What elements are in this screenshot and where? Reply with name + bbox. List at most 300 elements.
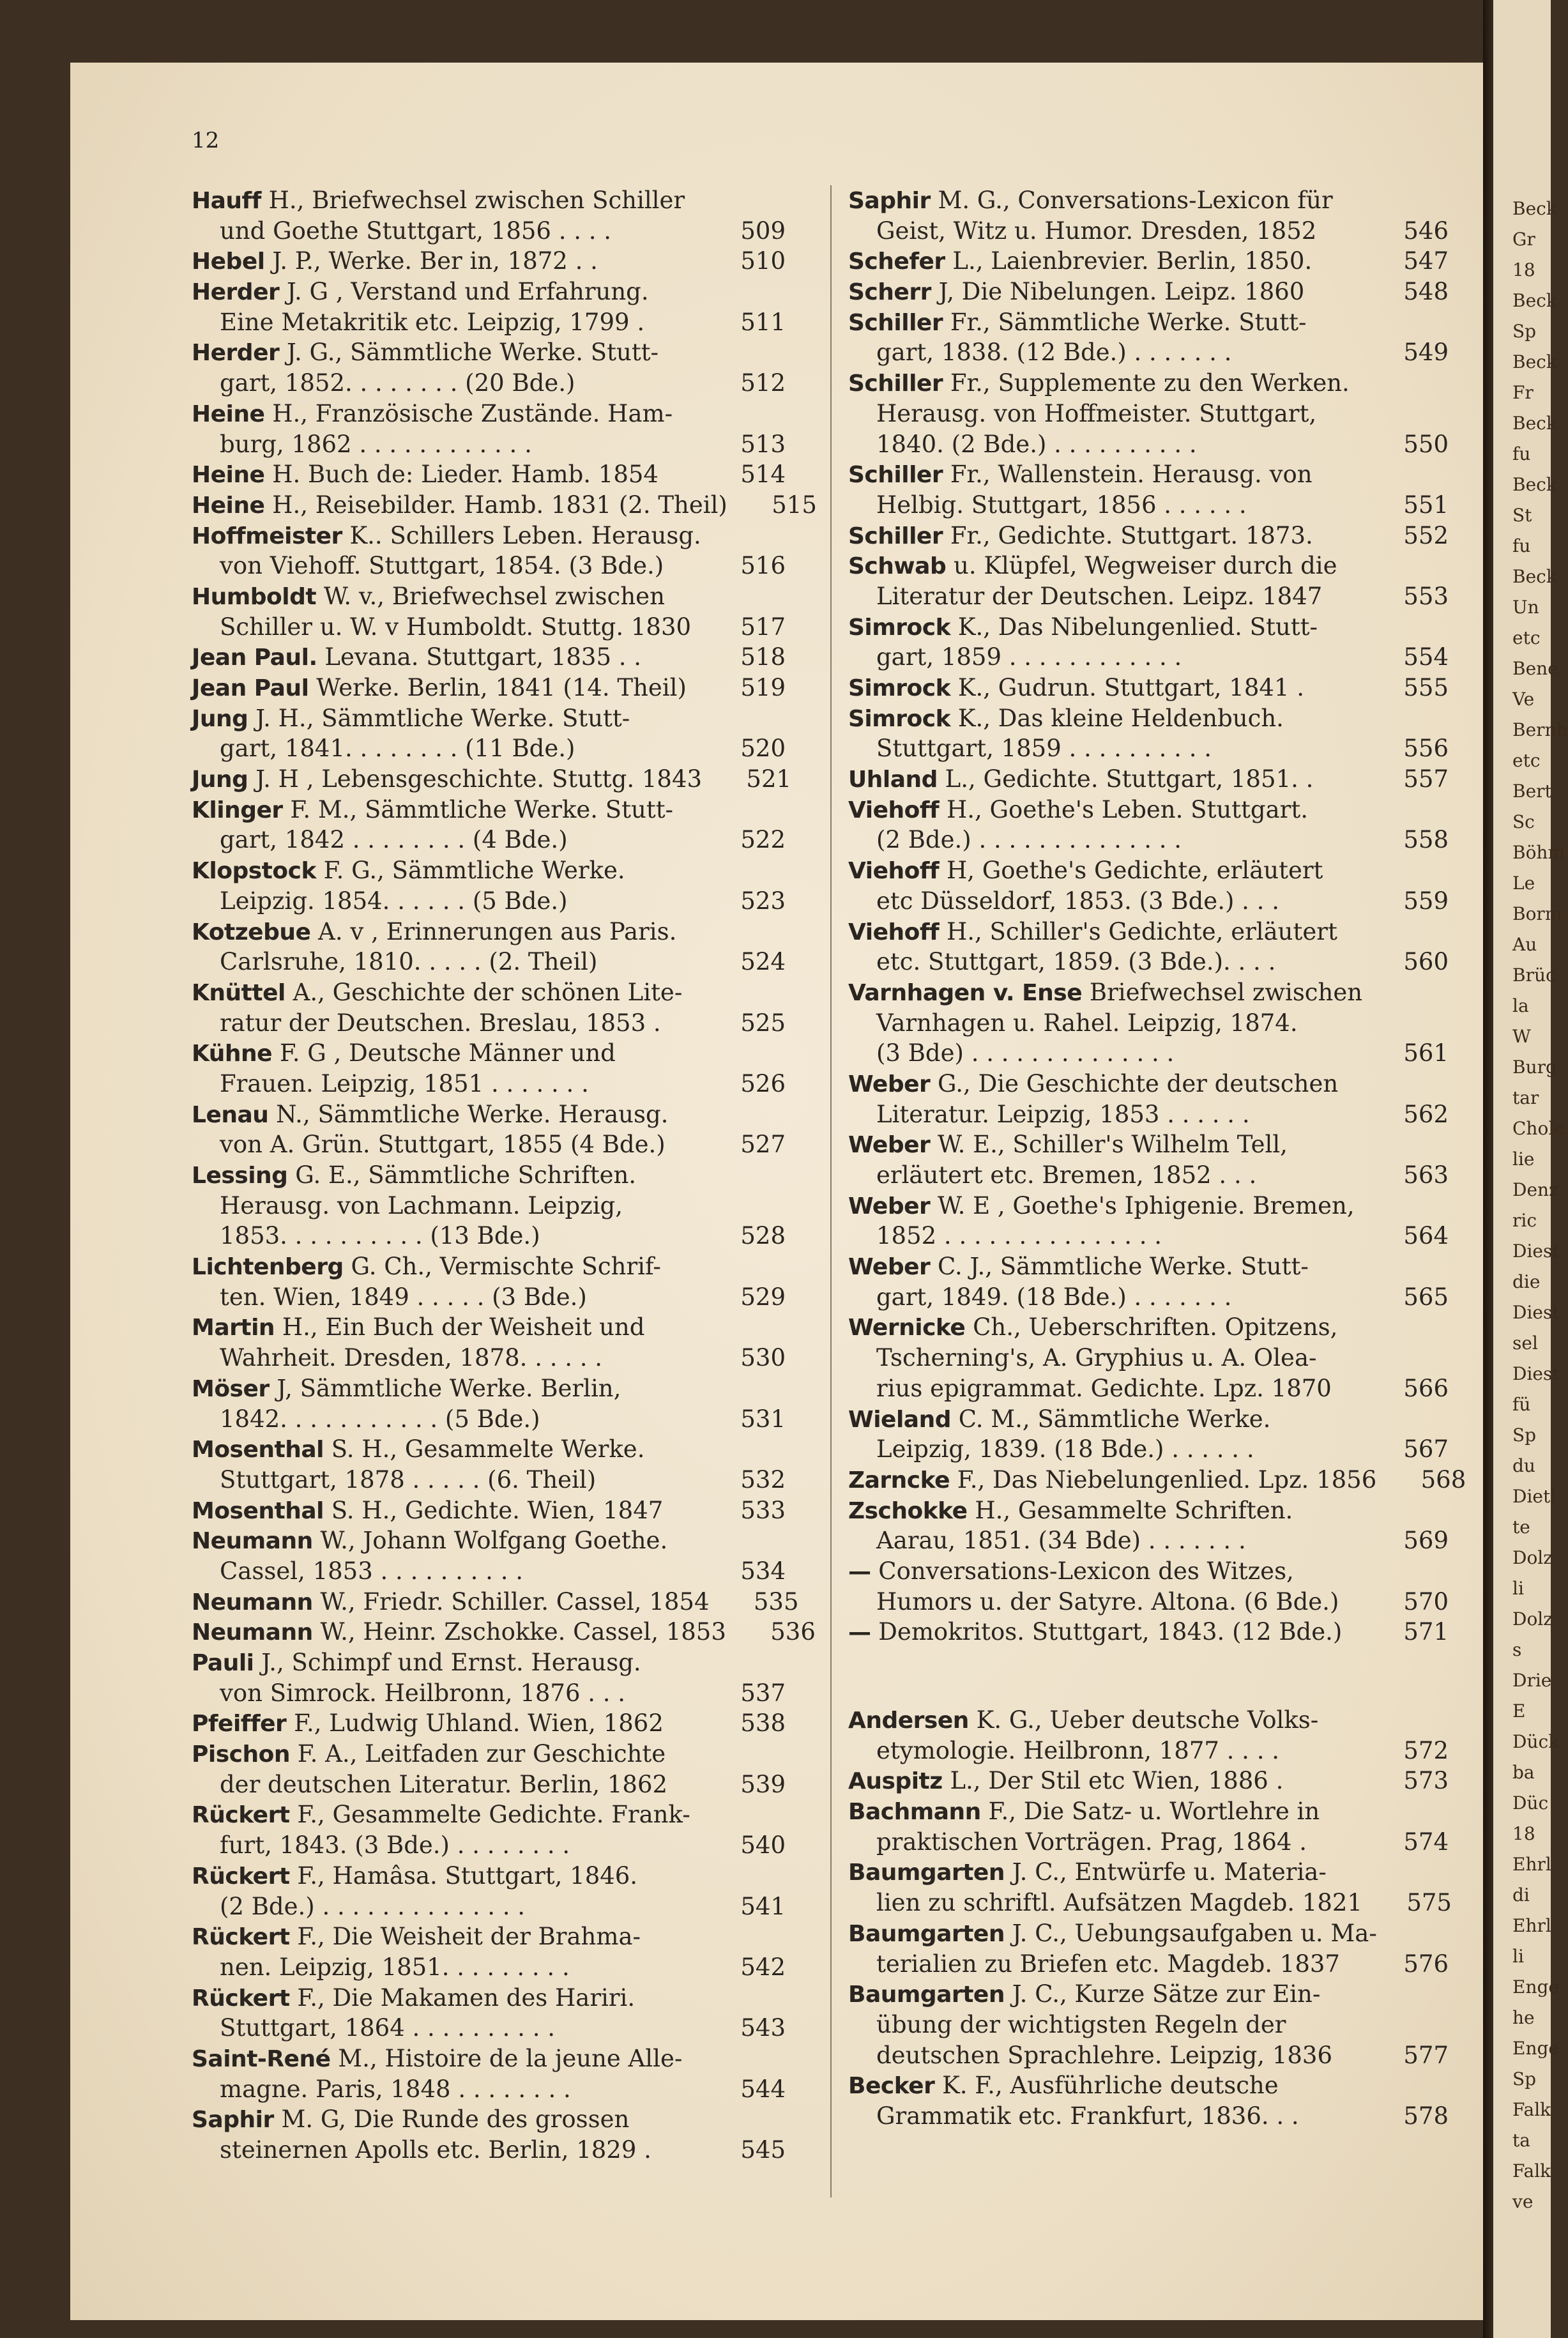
entry-text: J. C., Kurze Sätze zur Ein- [1012,1980,1321,2008]
catalog-entry [848,1069,1449,1129]
edge-fragment: W [1512,1026,1531,1047]
catalog-entry [192,1251,786,1312]
catalog-entry [192,2044,786,2104]
entry-number: 520 [740,735,786,763]
entry-author: Wernicke [848,1315,966,1341]
entry-text: Literatur. Leipzig, 1853 . . . . . . [876,1100,1250,1128]
entry-text: Literatur der Deutschen. Leipz. 1847 [876,582,1323,610]
entry-continuation-line [192,733,786,764]
entry-continuation-line [192,1465,786,1495]
entry-continuation-line [192,612,786,643]
entry-first-line [848,855,1449,886]
entry-author: Becker [848,2073,935,2100]
entry-text: gart, 1842 . . . . . . . . (4 Bde.) [220,826,568,854]
entry-first-line [848,612,1449,643]
entry-text: von Simrock. Heilbronn, 1876 . . . [220,1679,626,1707]
edge-fragment: Drie [1512,1670,1552,1691]
entry-author: Schiller [848,523,943,549]
entry-author: Baumgarten [848,1860,1005,1886]
catalog-entry [192,1373,786,1434]
entry-first-line [192,977,786,1008]
entry-number: 524 [740,948,786,976]
entry-continuation-line [848,1008,1449,1039]
entry-continuation-line [848,1038,1449,1069]
entry-number: 573 [1403,1767,1449,1795]
entry-number: 562 [1403,1100,1449,1128]
entry-text: S. H., Gesammelte Werke. [331,1435,645,1463]
edge-fragment: Un [1512,597,1539,618]
catalog-entry [192,1434,786,1495]
entry-number: 528 [740,1222,786,1250]
entry-continuation-line [192,1069,786,1099]
entry-number: 532 [740,1465,786,1494]
entry-continuation-line [848,337,1449,368]
entry-text: Cassel, 1853 . . . . . . . . . . [220,1557,523,1585]
entry-author: Heine [192,401,265,427]
entry-first-line [192,1038,786,1069]
entry-first-line [848,1191,1449,1221]
entry-author: Möser [192,1375,270,1402]
entry-text: Leipzig. 1854. . . . . . (5 Bde.) [220,887,568,915]
entry-author: Schiller [848,371,943,397]
entry-continuation-line [848,2040,1449,2071]
entry-text: Ch., Ueberschriften. Opitzens, [973,1313,1338,1341]
entry-author: Herder [192,279,280,306]
entry-number: 523 [740,887,786,915]
edge-fragment: Beck [1512,413,1557,434]
entry-continuation-line [192,216,786,247]
entry-author: Neumann [192,1528,313,1555]
entry-continuation-line [848,947,1449,977]
entry-number: 543 [740,2014,786,2042]
entry-author: Hebel [192,248,265,275]
entry-text: etc. Stuttgart, 1859. (3 Bde.). . . . [876,948,1276,976]
entry-author: — [848,1619,871,1646]
entry-text: N., Sämmtliche Werke. Herausg. [276,1100,669,1128]
entry-continuation-line [192,2135,786,2166]
catalog-entry [192,1799,786,1860]
entry-author: Schwab [848,553,947,580]
entry-number: 570 [1403,1587,1449,1616]
entry-text: K., Das kleine Heldenbuch. [957,704,1284,732]
catalog-entry [848,551,1449,611]
entry-text: übung der wichtigsten Regeln der [876,2010,1286,2038]
entry-continuation-line [848,216,1449,247]
entry-text: Schiller u. W. v Humboldt. Stuttg. 1830 [220,613,692,641]
entry-first-line [848,1404,1449,1435]
edge-fragment: lie [1512,1149,1535,1170]
entry-number: 544 [740,2075,786,2103]
entry-text: Grammatik etc. Frankfurt, 1836. . . [876,2102,1299,2130]
entry-number: 510 [740,247,786,275]
entry-first-line [192,1799,786,1830]
edge-fragment: etc [1512,627,1541,648]
entry-author: Schiller [848,309,943,336]
entry-author: Lessing [192,1163,288,1189]
entry-number: 554 [1403,643,1449,671]
entry-author: Saint-René [192,2045,331,2072]
entry-text: F., Gesammelte Gedichte. Frank- [297,1801,690,1829]
catalog-entry [192,490,817,521]
entry-continuation-line [192,1008,786,1039]
entry-continuation-line [848,642,1449,673]
edge-fragment: Sp [1512,321,1537,342]
entry-author: Weber [848,1132,931,1159]
entry-number: 571 [1403,1618,1449,1646]
entry-text: L., Der Stil etc Wien, 1886 . [950,1767,1284,1795]
entry-text: L., Gedichte. Stuttgart, 1851. . [945,765,1314,793]
entry-continuation-line [848,1221,1449,1251]
catalog-entry [192,1038,786,1099]
entry-author: Heine [192,492,265,519]
entry-text: gart, 1849. (18 Bde.) . . . . . . . [876,1283,1232,1311]
entry-text: H., Goethe's Leben. Stuttgart. [946,795,1308,823]
entry-first-line [192,246,786,277]
catalog-entry [848,1766,1449,1796]
catalog-entry [192,703,786,764]
entry-text: Herausg. von Lachmann. Leipzig, [220,1191,623,1219]
catalog-entry [848,521,1449,551]
entry-number: 556 [1403,735,1449,763]
entry-text: F., Ludwig Uhland. Wien, 1862 [294,1709,664,1738]
edge-fragment: Dolz [1512,1547,1553,1568]
catalog-entry [192,1922,786,1982]
entry-number: 537 [740,1679,786,1707]
entry-first-line [192,855,786,886]
edge-fragment: Düc [1512,1792,1549,1814]
catalog-entry [192,977,786,1038]
entry-author: Weber [848,1071,931,1097]
catalog-entry [192,642,786,673]
catalog-entry [848,612,1449,673]
entry-text: Geist, Witz u. Humor. Dresden, 1852 [876,217,1317,245]
entry-first-line [848,1766,1449,1796]
entry-first-line [192,581,786,612]
edge-fragment: Falk [1512,2099,1551,2120]
edge-fragment: Denz [1512,1179,1558,1200]
entry-text: G. E., Sämmtliche Schriften. [295,1161,637,1189]
catalog-entry [848,703,1449,764]
entry-author: Jean Paul. [192,645,317,671]
catalog-entry [848,977,1449,1069]
entry-first-line [848,1495,1449,1526]
edge-fragment: St [1512,505,1532,526]
entry-text: J, Sämmtliche Werke. Berlin, [277,1374,621,1402]
edge-fragment: Beck [1512,198,1557,219]
entry-continuation-line [848,1525,1449,1556]
entry-text: F., Die Weisheit der Brahma- [297,1923,641,1951]
entry-author: Zarncke [848,1467,950,1494]
catalog-entry [848,1796,1449,1857]
entry-text: H., Ein Buch der Weisheit und [282,1313,645,1341]
entry-number: 530 [740,1344,786,1372]
edge-fragment: 18 [1512,1823,1535,1844]
catalog-entry [192,185,786,246]
edge-fragment: Chole [1512,1118,1565,1139]
edge-fragment: Ehrl [1512,1854,1551,1875]
entry-first-line [848,459,1449,490]
entry-author: Rückert [192,1924,290,1951]
catalog-entry [848,185,1449,246]
right-column [848,185,1466,2132]
edge-fragment: Sc [1512,811,1535,832]
entry-author: Hauff [192,188,261,214]
entry-text: A. v , Erinnerungen aus Paris. [318,917,677,945]
edge-fragment: fu [1512,443,1531,464]
entry-text: J. G , Verstand und Erfahrung. [287,278,649,306]
catalog-entry [192,1861,786,1922]
edge-fragment: ric [1512,1210,1537,1231]
entry-continuation-line [848,2010,1449,2040]
entry-continuation-line [192,551,786,581]
entry-text: praktischen Vorträgen. Prag, 1864 . [876,1828,1307,1856]
entry-continuation-line [192,1343,786,1373]
entry-first-line [848,185,1449,216]
entry-author: Baumgarten [848,1920,1005,1947]
entry-continuation-line [192,1769,786,1800]
edge-fragment: ba [1512,1762,1535,1783]
entry-text: 1840. (2 Bde.) . . . . . . . . . . [876,430,1197,458]
entry-continuation-line [192,1221,786,1251]
entry-continuation-line [192,2074,786,2105]
entry-first-line [192,764,792,795]
catalog-entry [848,1979,1449,2070]
entry-author: Mosenthal [192,1437,324,1463]
catalog-entry [192,1160,786,1251]
entry-first-line [192,1373,786,1404]
entry-author: Weber [848,1193,931,1219]
entry-continuation-line [848,490,1449,521]
catalog-entry [848,1251,1449,1312]
entry-first-line [192,277,786,307]
entry-continuation-line [192,1952,786,1983]
entry-continuation-line [192,1678,786,1709]
entry-number: 518 [740,643,786,671]
entry-continuation-line [848,399,1449,429]
entry-author: Simrock [848,614,951,641]
edge-fragment: Bernh [1512,719,1568,740]
entry-first-line [848,1705,1449,1736]
entry-continuation-line [848,886,1449,917]
entry-first-line [192,185,786,216]
entry-continuation-line [848,1099,1449,1130]
entry-number: 536 [770,1618,816,1646]
entry-text: W., Friedr. Schiller. Cassel, 1854 [320,1587,710,1616]
catalog-entry [848,2070,1449,2131]
entry-continuation-line [848,429,1449,460]
entry-text: Fr., Sämmtliche Werke. Stutt- [950,308,1307,336]
entry-text: W. v., Briefwechsel zwischen [323,582,665,610]
entry-text: von Viehoff. Stuttgart, 1854. (3 Bde.) [220,552,664,580]
edge-fragment: Bert [1512,781,1552,802]
catalog-entry [192,795,786,855]
catalog-entry [848,1617,1449,1647]
entry-continuation-line [848,2101,1449,2132]
entry-number: 540 [740,1831,786,1860]
entry-text: F., Hamâsa. Stuttgart, 1846. [297,1861,638,1890]
entry-first-line [848,703,1449,734]
entry-text: und Goethe Stuttgart, 1856 . . . . [220,217,612,245]
entry-first-line [848,1796,1449,1827]
edge-fragment: Dolz [1512,1608,1553,1630]
entry-text: H., Reisebilder. Hamb. 1831 (2. Theil) [272,491,727,519]
entry-text: Carlsruhe, 1810. . . . . (2. Theil) [220,948,598,976]
entry-text: J, Die Nibelungen. Leipz. 1860 [938,278,1305,306]
entry-first-line [848,277,1449,307]
entry-text: Fr., Supplemente zu den Werken. [950,369,1350,397]
entry-continuation-line [848,1160,1449,1191]
entry-first-line [848,1465,1466,1495]
entry-number: 555 [1403,674,1449,701]
entry-author: Hoffmeister [192,523,342,549]
entry-text: H., Französische Zustände. Ham- [272,399,673,427]
entry-number: 526 [740,1069,786,1097]
edge-fragment: di [1512,1884,1530,1906]
edge-fragment: Borm [1512,903,1562,924]
entry-text: H., Gesammelte Schriften. [975,1496,1293,1524]
entry-first-line [848,1617,1449,1647]
entry-text: Stuttgart, 1864 . . . . . . . . . . [220,2014,555,2042]
entry-text: gart, 1838. (12 Bde.) . . . . . . . [876,339,1232,367]
entry-continuation-line [848,1373,1449,1404]
entry-author: Saphir [192,2107,274,2134]
edge-fragment: Böhm [1512,842,1565,863]
entry-number: 525 [740,1009,786,1037]
entry-text: 1852 . . . . . . . . . . . . . . . [876,1222,1162,1250]
catalog-entry [848,917,1449,977]
entry-text: Levana. Stuttgart, 1835 . . [324,643,642,671]
entry-text: J., Schimpf und Ernst. Herausg. [261,1649,641,1676]
entry-text: F., Das Niebelungenlied. Lpz. 1856 [957,1465,1377,1494]
entry-continuation-line [192,825,786,855]
entry-number: 572 [1403,1736,1449,1764]
entry-text: J. P., Werke. Ber in, 1872 . . [272,247,598,275]
edge-fragment: fu [1512,535,1531,556]
entry-text: Humors u. der Satyre. Altona. (6 Bde.) [876,1587,1339,1616]
entry-text: gart, 1859 . . . . . . . . . . . . [876,643,1182,671]
entry-continuation-line [848,733,1449,764]
edge-fragment: Beck [1512,474,1557,495]
entry-text: F., Die Makamen des Hariri. [297,1983,636,2012]
edge-fragment: Sp [1512,1425,1537,1446]
entry-text: W. E., Schiller's Wilhelm Tell, [938,1131,1288,1159]
entry-number: 576 [1403,1950,1449,1978]
edge-fragment: s [1512,1639,1522,1660]
entry-number: 513 [740,430,786,458]
edge-fragment: ta [1512,2130,1530,2151]
entry-number: 547 [1403,247,1449,275]
entry-first-line [192,1251,786,1282]
edge-fragment: Burg [1512,1057,1557,1078]
entry-text: K. G., Ueber deutsche Volks- [976,1706,1319,1734]
edge-fragment: Fr [1512,382,1534,403]
entry-number: 552 [1403,521,1449,549]
entry-continuation-line [192,1830,786,1861]
entry-text: gart, 1841. . . . . . . . (11 Bde.) [220,735,575,763]
left-column [192,185,817,2166]
entry-author: Zschokke [848,1497,968,1524]
entry-first-line [848,1979,1449,2010]
catalog-entry [848,459,1449,520]
edge-fragment: la [1512,995,1529,1016]
entry-continuation-line [192,886,786,917]
catalog-entry [192,1647,786,1708]
entry-first-line [848,1069,1449,1099]
entry-number: 548 [1403,278,1449,306]
entry-first-line [848,764,1449,795]
entry-continuation-line [848,581,1449,612]
entry-text: steinernen Apolls etc. Berlin, 1829 . [220,2136,651,2164]
entry-text: K. F., Ausführliche deutsche [942,2072,1279,2100]
entry-first-line [848,673,1449,703]
entry-continuation-line [192,947,786,977]
entry-author: Viehoff [848,797,940,823]
section-gap [848,1647,1449,1705]
entry-text: Werke. Berlin, 1841 (14. Theil) [316,674,687,701]
entry-number: 575 [1406,1889,1452,1917]
entry-first-line [192,673,786,703]
entry-text: W., Heinr. Zschokke. Cassel, 1853 [320,1618,726,1646]
entry-text: J. H , Lebensgeschichte. Stuttg. 1843 [255,765,703,793]
entry-author: Humboldt [192,583,317,610]
entry-number: 519 [740,674,786,701]
entry-text: Stuttgart, 1859 . . . . . . . . . . [876,735,1212,763]
edge-fragment: Enge [1512,1976,1559,1998]
catalog-entry [192,581,786,642]
entry-first-line [848,1556,1449,1587]
entry-number: 564 [1403,1222,1449,1250]
entry-number: 517 [740,613,786,641]
entry-first-line [192,795,786,825]
entry-author: Viehoff [848,858,940,885]
entry-text: burg, 1862 . . . . . . . . . . . . [220,430,532,458]
catalog-entry [848,1191,1449,1251]
entry-author: Neumann [192,1589,313,1616]
entry-first-line [848,368,1449,399]
entry-text: ten. Wien, 1849 . . . . . (3 Bde.) [220,1283,587,1311]
next-page-edge [1493,0,1568,2338]
entry-text: K., Gudrun. Stuttgart, 1841 . [957,674,1304,701]
entry-text: Fr., Wallenstein. Herausg. von [950,461,1313,489]
catalog-entry [192,1099,786,1160]
entry-first-line [848,246,1449,277]
entry-continuation-line [848,1827,1449,1858]
entry-text: (3 Bde) . . . . . . . . . . . . . . [876,1039,1175,1067]
entry-author: Klinger [192,797,283,823]
entry-number: 545 [740,2136,786,2164]
catalog-entry [192,1312,786,1373]
edge-fragment: Ve [1512,689,1535,710]
entry-text: etc Düsseldorf, 1853. (3 Bde.) . . . [876,887,1279,915]
entry-text: H., Briefwechsel zwischen Schiller [268,187,685,214]
entry-text: J. C., Uebungsaufgaben u. Ma- [1012,1919,1377,1947]
entry-author: Mosenthal [192,1497,324,1524]
entry-number: 550 [1403,430,1449,458]
entry-author: Rückert [192,1985,290,2012]
entry-text: H., Schiller's Gedichte, erläutert [946,917,1337,945]
catalog-entry [192,1617,816,1647]
entry-author: Heine [192,462,265,489]
catalog-entry [192,1587,799,1617]
entry-first-line [192,642,786,673]
edge-fragment: Beck [1512,566,1557,587]
entry-author: Rückert [192,1863,290,1890]
entry-first-line [192,1495,786,1526]
entry-text: M., Histoire de la jeune Alle- [338,2044,683,2072]
catalog-entry [848,673,1449,703]
edge-fragment: Beck [1512,290,1557,311]
entry-first-line [848,1251,1449,1282]
